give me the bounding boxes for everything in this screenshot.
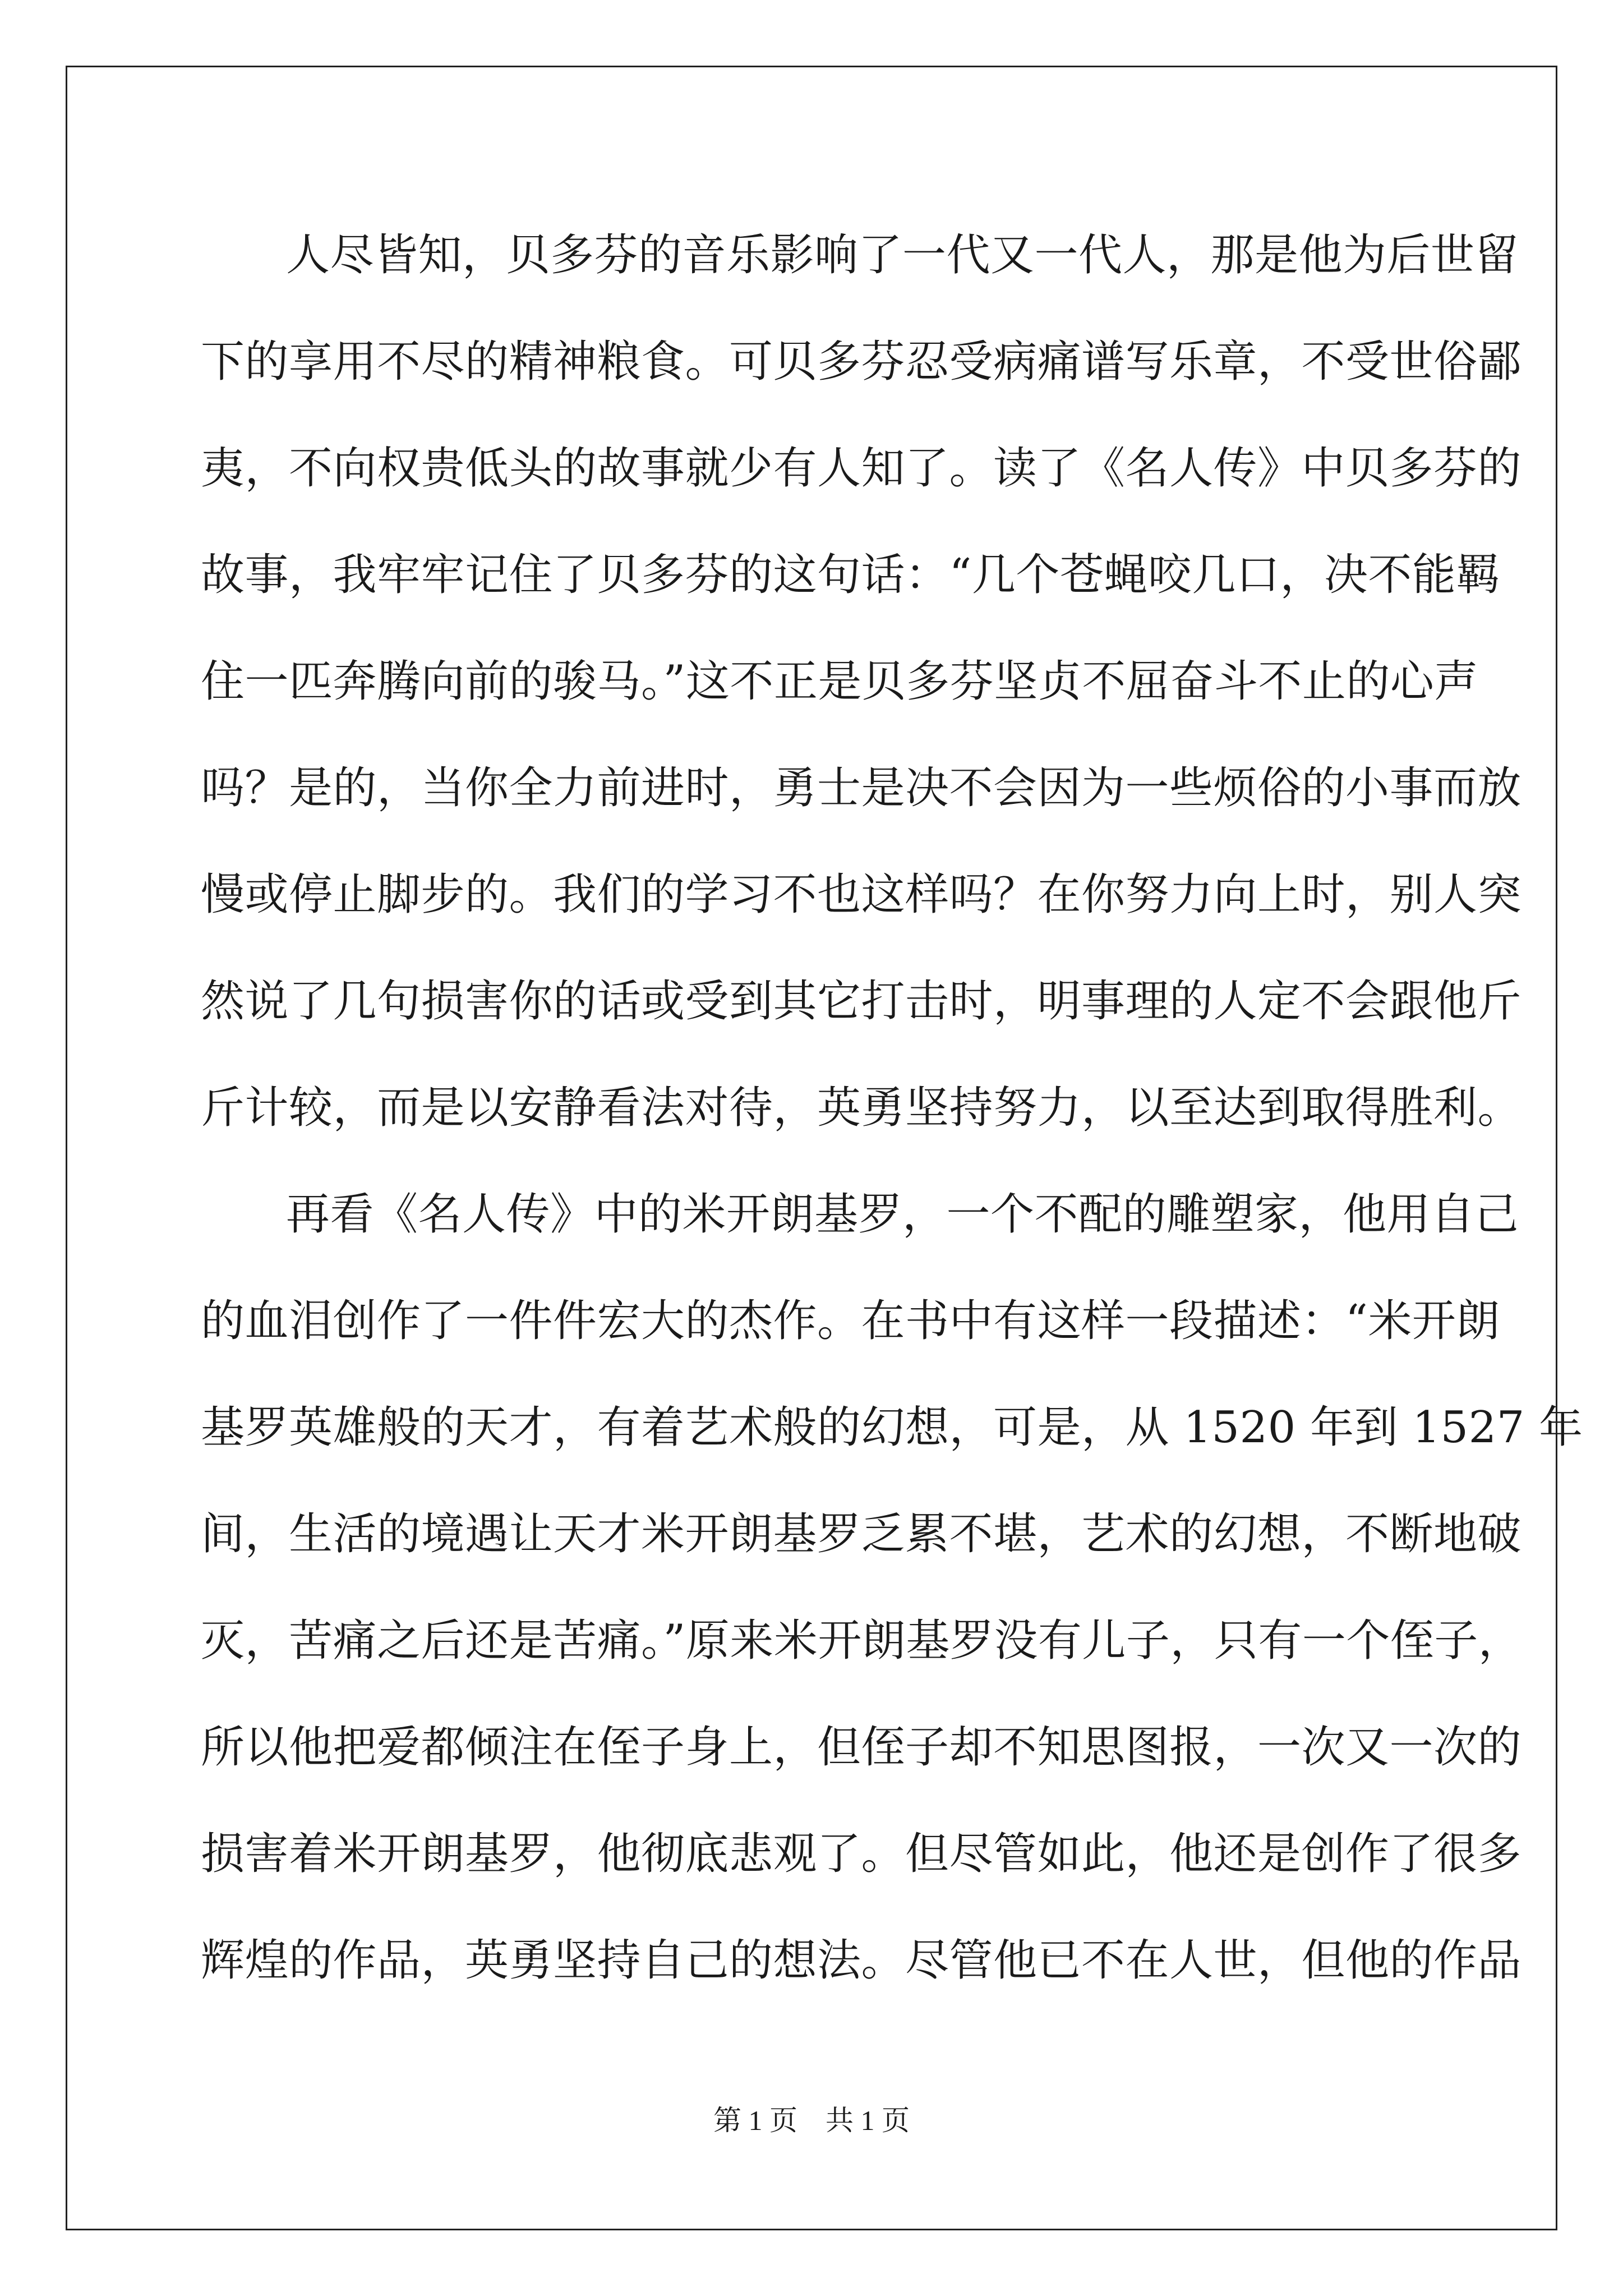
text-line: 然说了几句损害你的话或受到其它打击时，明事理的人定不会跟他斤 <box>201 976 1522 1027</box>
text-line: 夷，不向权贵低头的故事就少有人知了。读了《名人传》中贝多芬的 <box>201 443 1522 494</box>
text-line: 间，生活的境遇让天才米开朗基罗乏累不堪，艺术的幻想，不断地破 <box>201 1509 1522 1559</box>
text-line: 人尽皆知，贝多芬的音乐影响了一代又一代人，那是他为后世留 <box>286 230 1519 280</box>
document-body <box>201 202 1583 2014</box>
text-line: 慢或停止脚步的。我们的学习不也这样吗？在你努力向上时，别人突 <box>201 869 1522 920</box>
text-line: 故事，我牢牢记住了贝多芬的这句话：“几个苍蝇咬几口，决不能羁 <box>201 550 1500 600</box>
text-line: 灭，苦痛之后还是苦痛。”原来米开朗基罗没有儿子，只有一个侄子， <box>201 1616 1523 1666</box>
text-line: 辉煌的作品，英勇坚持自己的想法。尽管他已不在人世，但他的作品 <box>201 1935 1522 1986</box>
text-line: 下的享用不尽的精神粮食。可贝多芬忍受病痛谱写乐章，不受世俗鄙 <box>201 337 1522 387</box>
paragraph-2 <box>201 1161 1583 2014</box>
text-line: 损害着米开朗基罗，他彻底悲观了。但尽管如此，他还是创作了很多 <box>201 1829 1522 1879</box>
page-number: 第 1 页 共 1 页 <box>713 2105 910 2136</box>
text-line: 住一匹奔腾向前的骏马。”这不正是贝多芬坚贞不屈奋斗不止的心声 <box>201 656 1478 707</box>
text-line: 再看《名人传》中的米开朗基罗，一个不配的雕塑家，他用自己 <box>286 1189 1519 1240</box>
text-line: 所以他把爱都倾注在侄子身上，但侄子却不知思图报，一次又一次的 <box>201 1722 1522 1773</box>
text-line: 斤计较，而是以安静看法对待，英勇坚持努力，以至达到取得胜利。 <box>201 1083 1522 1133</box>
text-line: 吗？是的，当你全力前进时，勇士是决不会因为一些烦俗的小事而放 <box>201 763 1522 813</box>
text-line: 的血泪创作了一件件宏大的杰作。在书中有这样一段描述：“米开朗 <box>201 1296 1500 1346</box>
paragraph-1 <box>201 202 1522 1161</box>
text-line: 基罗英雄般的天才，有着艺术般的幻想，可是，从 1520 年到 1527 年 <box>201 1402 1583 1453</box>
